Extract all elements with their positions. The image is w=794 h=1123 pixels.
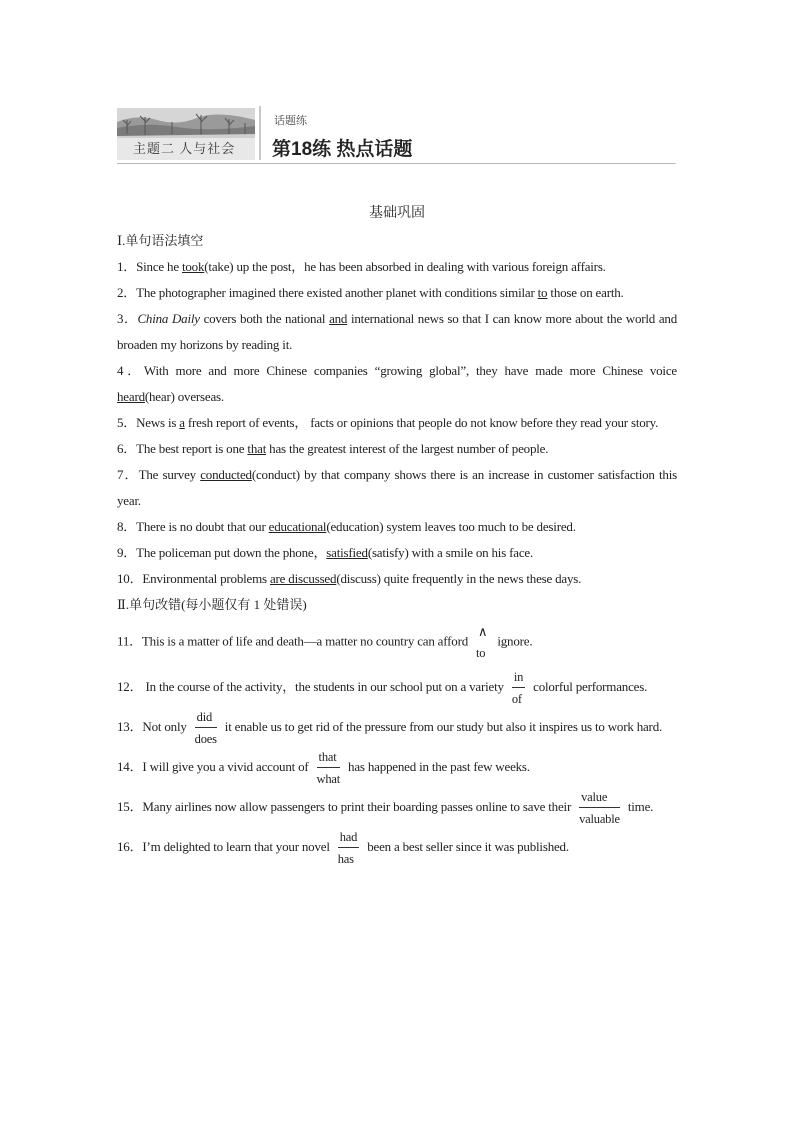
- question-text: international news so that I can know more about the world and broaden my horizons by reading it.: [117, 311, 677, 352]
- question-text: The policeman put down the phone，: [136, 545, 327, 560]
- question-number: 13．: [117, 718, 143, 734]
- question-text: (satisfy) with a smile on his face.: [367, 545, 534, 560]
- wrong-word: had: [338, 829, 359, 848]
- answer: took: [181, 259, 205, 274]
- header-subtitle: 话题练: [274, 115, 307, 127]
- question-text: (conduct) by that company shows there is an increase in customer satisfaction this year.: [117, 467, 677, 508]
- question-text: those on earth.: [547, 285, 624, 300]
- topic-label: 主题二 人与社会: [133, 141, 236, 156]
- question-text: has happened in the past few weeks.: [348, 758, 530, 774]
- correct-word: what: [316, 772, 341, 786]
- header-rule: [117, 163, 676, 164]
- correction-mark: [504, 669, 533, 707]
- question-text: The photographer imagined there existed another planet with conditions similar: [136, 285, 538, 300]
- correction-mark: [468, 624, 497, 661]
- question-15: [117, 789, 677, 827]
- question-text: been a best seller since it was published.: [367, 838, 569, 854]
- question-13: [117, 709, 677, 747]
- section2-title: Ⅱ.单句改错(每小题仅有 1 处错误): [117, 597, 307, 612]
- question-text: Since he: [136, 259, 182, 274]
- correct-word: does: [194, 732, 217, 746]
- question-text: ignore.: [497, 633, 533, 649]
- question-text: There is no doubt that our: [136, 519, 269, 534]
- question-9: [117, 540, 677, 566]
- question-number: 8．: [117, 519, 137, 534]
- correct-word: has: [337, 852, 354, 866]
- question-10: [117, 566, 677, 592]
- question-number: 1．: [117, 259, 137, 274]
- question-number: 11．: [117, 633, 142, 649]
- question-text: colorful performances.: [533, 678, 648, 694]
- question-text: With more and more Chinese companies “growing global”, they have made more Chinese voice: [143, 363, 677, 378]
- topic-banner: [117, 108, 255, 160]
- exercise-content: [117, 200, 677, 867]
- question-number: 9．: [117, 545, 137, 560]
- question-14: [117, 749, 677, 787]
- question-16: [117, 829, 677, 867]
- answer: a: [179, 415, 185, 430]
- answer: educational: [268, 519, 327, 534]
- correction-mark: [187, 709, 225, 747]
- question-text: Environmental problems: [142, 571, 270, 586]
- question-6: [117, 436, 677, 462]
- question-4: [117, 358, 677, 410]
- question-number: 3．: [117, 311, 138, 326]
- question-text: (hear) overseas.: [144, 389, 224, 404]
- correct-word: to: [476, 646, 486, 660]
- correction-mark: [309, 749, 349, 787]
- newspaper-name: China Daily: [137, 311, 200, 326]
- question-number: 4．: [117, 363, 144, 378]
- question-text: I will give you a vivid account of: [142, 758, 309, 774]
- answer: satisfied: [326, 545, 368, 560]
- answer: and: [329, 311, 348, 326]
- question-text: (education) system leaves too much to be desired.: [326, 519, 576, 534]
- question-text: News is: [136, 415, 180, 430]
- answer: that: [247, 441, 267, 456]
- question-text: Not only: [142, 718, 187, 734]
- question-number: 16．: [117, 838, 143, 854]
- header-divider: [259, 106, 261, 160]
- question-number: 5．: [117, 415, 137, 430]
- correct-word: of: [511, 692, 522, 706]
- question-text: I’m delighted to learn that your novel: [142, 838, 330, 854]
- correction-mark: [330, 829, 367, 867]
- question-number: 2．: [117, 285, 137, 300]
- question-text: has the greatest interest of the largest number of people.: [266, 441, 549, 456]
- question-2: [117, 280, 677, 306]
- correction-mark: [571, 789, 628, 827]
- wrong-word: value: [579, 789, 620, 808]
- question-8: [117, 514, 677, 540]
- question-number: 10．: [117, 571, 143, 586]
- question-text: The survey: [138, 467, 201, 482]
- answer: to: [537, 285, 548, 300]
- question-text: (discuss) quite frequently in the news these days.: [336, 571, 582, 586]
- question-1: [117, 254, 677, 280]
- question-number: 15．: [117, 798, 143, 814]
- correct-word: valuable: [579, 812, 620, 826]
- question-11: [117, 624, 677, 661]
- answer: conducted: [200, 467, 252, 482]
- banner-band: [117, 137, 255, 160]
- question-number: 14．: [117, 758, 143, 774]
- question-text: Many airlines now allow passengers to print their boarding passes online to save their: [142, 798, 572, 814]
- section1-title: Ⅰ.单句语法填空: [117, 233, 204, 248]
- page-title: 第18练 热点话题: [272, 139, 413, 160]
- question-12: [117, 669, 677, 707]
- question-text: fresh report of events， facts or opinions that people do not know before they read your story.: [184, 415, 659, 430]
- wrong-word: in: [512, 669, 525, 688]
- wrong-word: that: [317, 749, 341, 768]
- question-text: it enable us to get rid of the pressure from our study but also it inspires us to work hard.: [224, 718, 663, 734]
- answer: heard: [117, 389, 145, 404]
- question-number: 12．: [117, 678, 143, 694]
- page-header: [117, 106, 676, 164]
- question-text: This is a matter of life and death—a matter no country can afford: [141, 633, 469, 649]
- question-3: [117, 306, 677, 358]
- question-text: In the course of the activity，the students in our school put on a variety: [145, 678, 504, 694]
- question-text: time.: [627, 798, 654, 814]
- wrong-word: did: [195, 709, 217, 728]
- question-text: (take) up the post，he has been absorbed in dealing with various foreign affairs.: [204, 259, 606, 274]
- question-text: covers both the national: [199, 311, 330, 326]
- question-7: [117, 462, 677, 514]
- section-basic-heading: 基础巩固: [369, 206, 425, 221]
- answer: are discussed: [269, 571, 337, 586]
- question-text: The best report is one: [136, 441, 248, 456]
- insertion-caret: ∧: [478, 624, 488, 639]
- question-number: 6．: [117, 441, 137, 456]
- question-5: [117, 410, 677, 436]
- question-number: 7．: [117, 467, 139, 482]
